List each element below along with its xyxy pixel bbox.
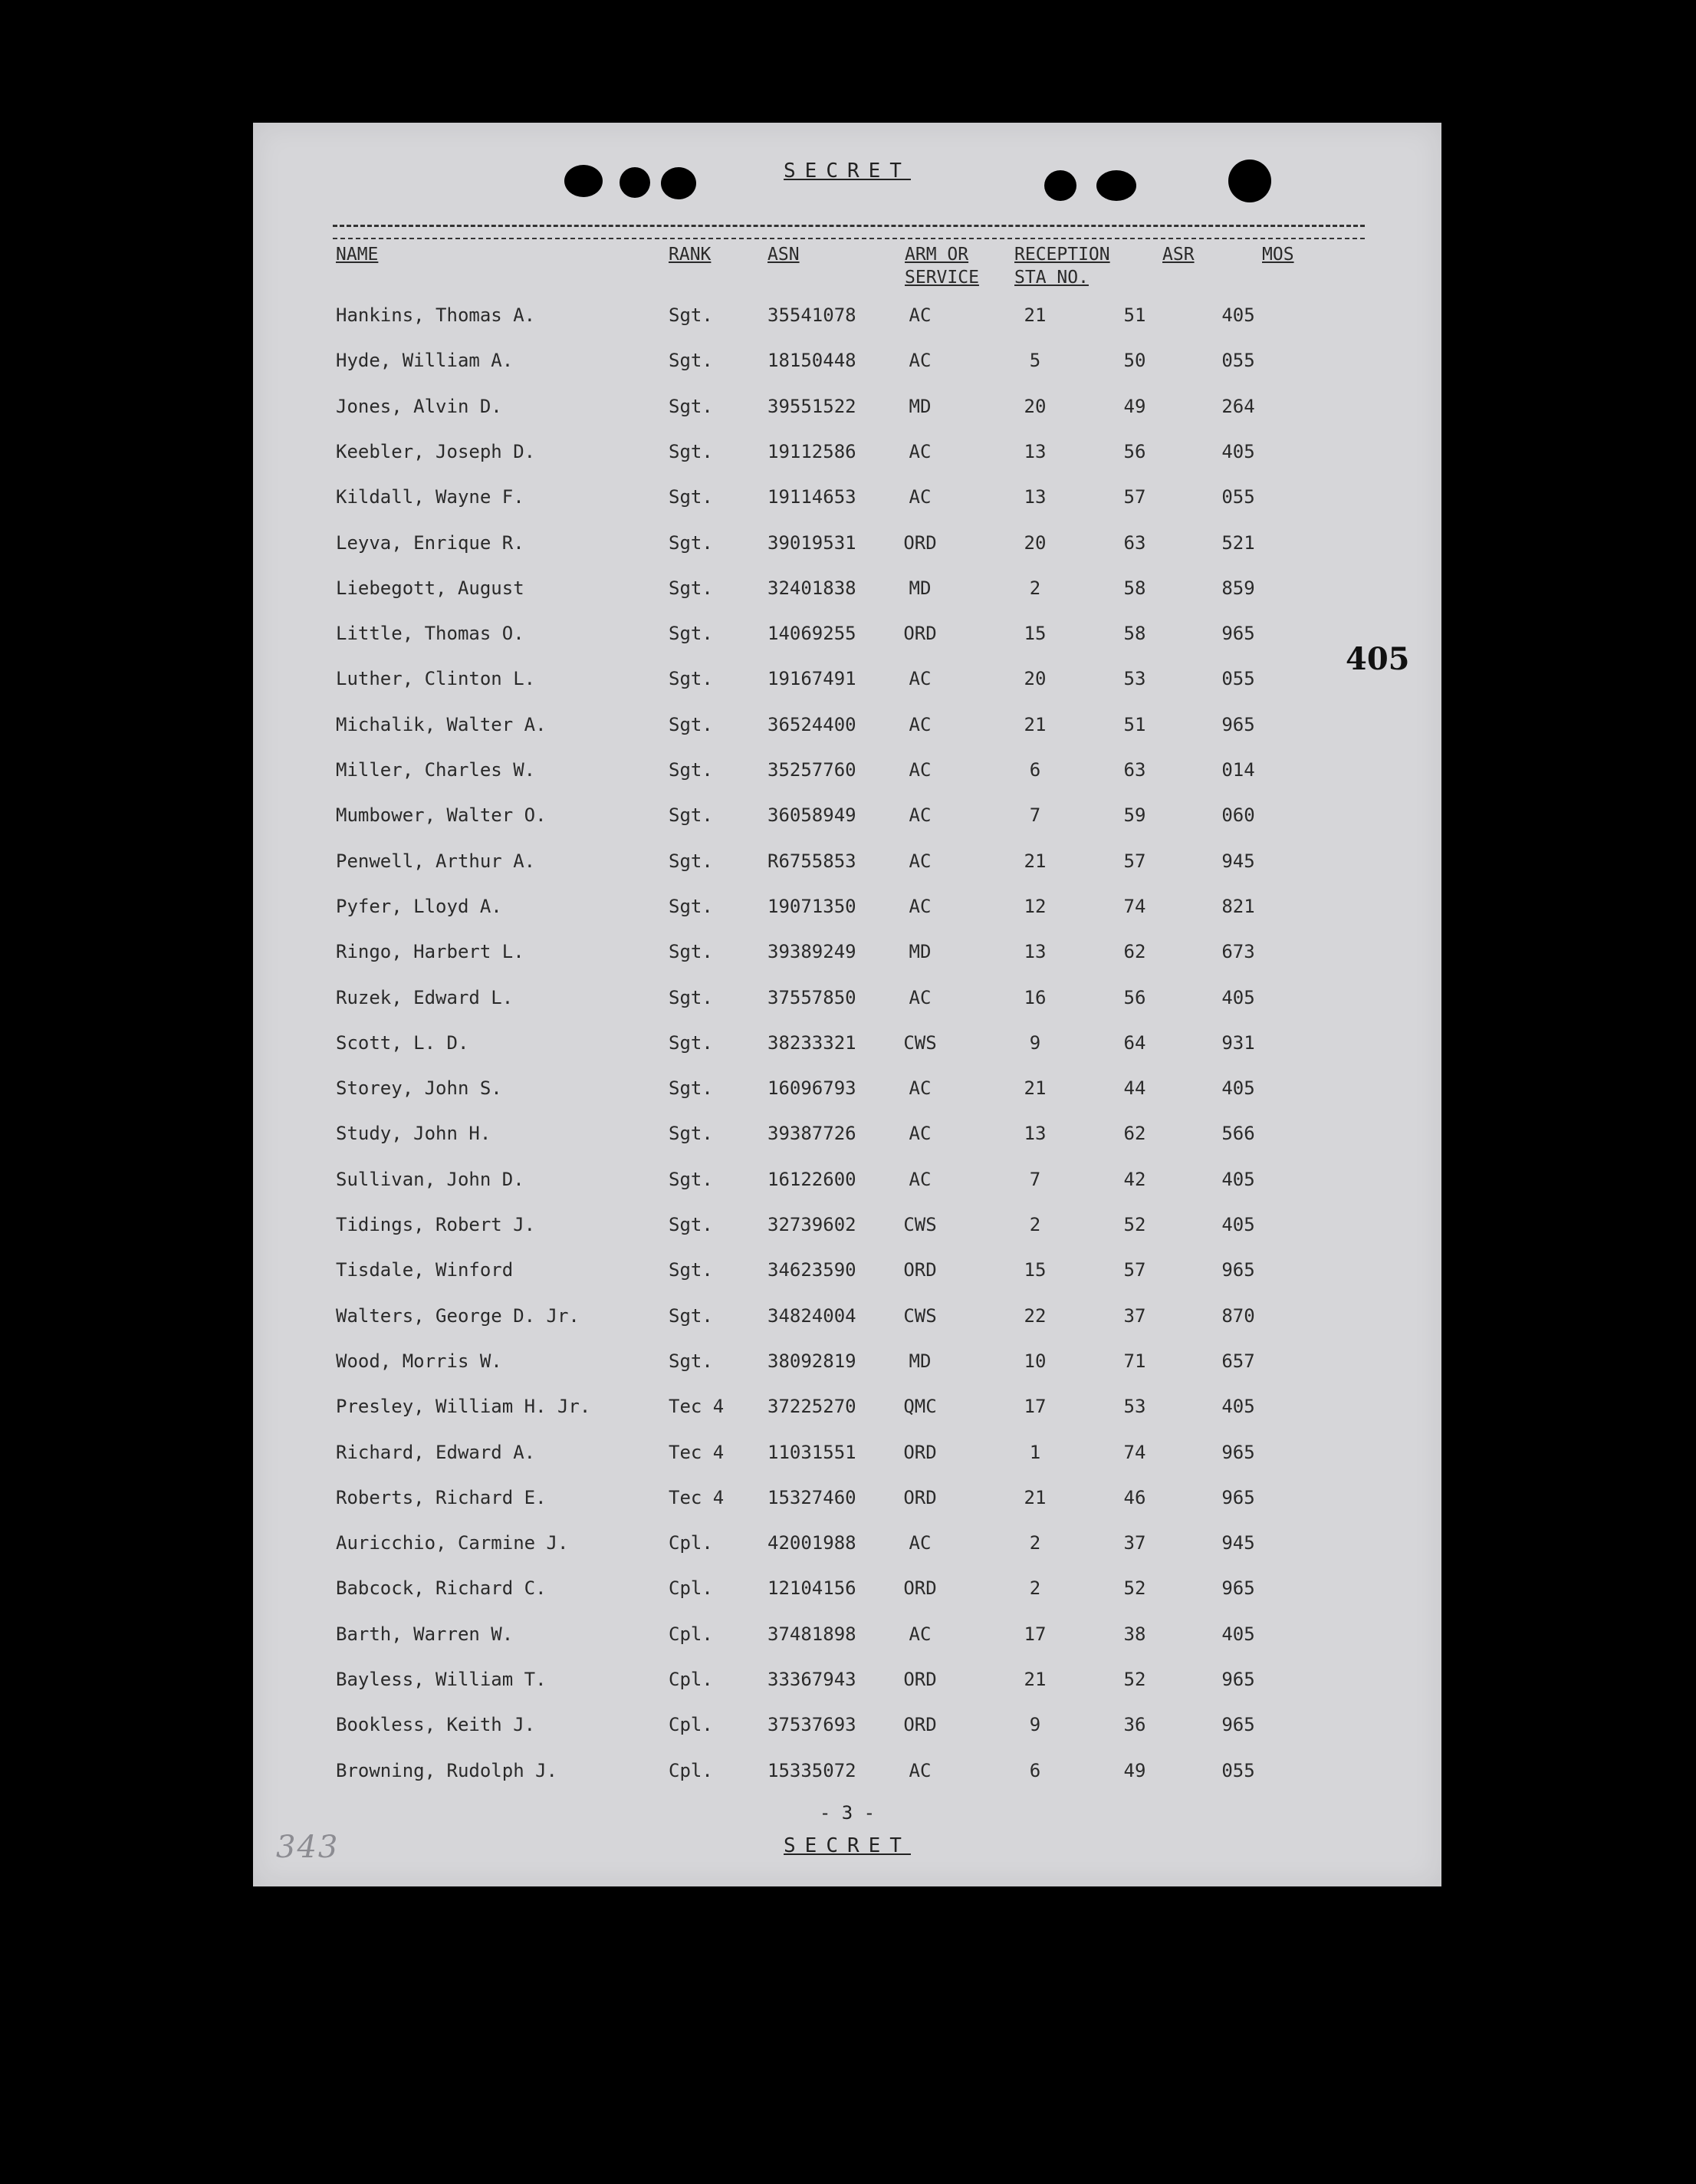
cell-arm: CWS — [903, 1031, 937, 1054]
cell-rank: Cpl. — [669, 1714, 713, 1736]
cell-arm: AC — [909, 713, 932, 735]
cell-name: Hankins, Thomas A. — [336, 304, 536, 326]
cell-arm: ORD — [903, 1441, 937, 1463]
cell-arm: AC — [909, 486, 932, 508]
cell-mos: 657 — [1221, 1350, 1255, 1372]
cell-name: Leyva, Enrique R. — [336, 531, 524, 554]
cell-name: Richard, Edward A. — [336, 1441, 536, 1463]
cell-asn: 34824004 — [767, 1304, 856, 1327]
cell-asn: 16096793 — [767, 1077, 856, 1100]
cell-rank: Sgt. — [669, 1350, 713, 1372]
table-row — [253, 940, 1441, 985]
cell-rank: Sgt. — [669, 531, 713, 554]
table-row — [253, 1258, 1441, 1304]
cell-mos: 014 — [1221, 759, 1255, 781]
cell-name: Bayless, William T. — [336, 1669, 547, 1690]
cell-asr: 52 — [1123, 1577, 1146, 1600]
cell-sta: 21 — [1024, 1486, 1047, 1508]
cell-asn: 14069255 — [767, 623, 856, 645]
cell-asr: 52 — [1123, 1214, 1146, 1235]
table-row — [253, 577, 1441, 622]
cell-mos: 405 — [1221, 986, 1255, 1008]
cell-sta: 21 — [1024, 713, 1047, 735]
cell-arm: AC — [909, 440, 932, 462]
cell-sta: 6 — [1029, 1759, 1041, 1781]
cell-name: Little, Thomas O. — [336, 623, 524, 645]
cell-rank: Sgt. — [669, 440, 713, 462]
cell-mos: 965 — [1221, 713, 1255, 735]
cell-arm: AC — [909, 350, 932, 372]
cell-asr: 52 — [1123, 1669, 1146, 1690]
table-row — [253, 1759, 1441, 1804]
table-row — [253, 850, 1441, 895]
cell-asn: 12104156 — [767, 1577, 856, 1600]
cell-mos: 859 — [1221, 577, 1255, 599]
table-row — [253, 1304, 1441, 1350]
cell-asr: 64 — [1123, 1031, 1146, 1054]
cell-arm: ORD — [903, 1259, 937, 1281]
cell-asn: 37557850 — [767, 986, 856, 1008]
cell-rank: Sgt. — [669, 713, 713, 735]
cell-asr: 36 — [1123, 1714, 1146, 1736]
table-row — [253, 986, 1441, 1031]
table-row — [253, 304, 1441, 349]
cell-sta: 16 — [1024, 986, 1047, 1008]
table-row — [253, 895, 1441, 940]
column-header-asr: ASR — [1162, 245, 1195, 265]
cell-asn: 37481898 — [767, 1623, 856, 1645]
cell-asn: 36524400 — [767, 713, 856, 735]
cell-asr: 44 — [1123, 1077, 1146, 1100]
cell-name: Auricchio, Carmine J. — [336, 1532, 569, 1554]
cell-asr: 51 — [1123, 304, 1146, 326]
cell-name: Hyde, William A. — [336, 350, 514, 372]
cell-arm: CWS — [903, 1214, 937, 1235]
cell-rank: Cpl. — [669, 1623, 713, 1645]
table-row — [253, 1350, 1441, 1395]
cell-name: Wood, Morris W. — [336, 1350, 502, 1372]
cell-name: Michalik, Walter A. — [336, 713, 547, 735]
cell-sta: 2 — [1029, 1577, 1041, 1600]
cell-asr: 74 — [1123, 895, 1146, 917]
cell-asn: 15327460 — [767, 1486, 856, 1508]
cell-asr: 62 — [1123, 1123, 1146, 1145]
column-header-asn: ASN — [767, 245, 800, 265]
cell-asr: 53 — [1123, 668, 1146, 690]
cell-rank: Sgt. — [669, 395, 713, 417]
cell-asn: 37537693 — [767, 1714, 856, 1736]
cell-asn: 39019531 — [767, 531, 856, 554]
cell-asn: 32401838 — [767, 577, 856, 599]
margin-number: 405 — [1346, 641, 1410, 677]
cell-asn: 32739602 — [767, 1214, 856, 1235]
table-row — [253, 1031, 1441, 1077]
cell-name: Tisdale, Winford — [336, 1259, 514, 1281]
cell-arm: CWS — [903, 1304, 937, 1327]
footer-classification: SECRET — [784, 1834, 911, 1857]
cell-rank: Sgt. — [669, 759, 713, 781]
cell-arm: AC — [909, 1759, 932, 1781]
table-row — [253, 531, 1441, 577]
cell-sta: 2 — [1029, 1214, 1041, 1235]
cell-mos: 931 — [1221, 1031, 1255, 1054]
cell-sta: 17 — [1024, 1396, 1047, 1418]
cell-name: Storey, John S. — [336, 1077, 502, 1100]
cell-asn: 37225270 — [767, 1396, 856, 1418]
cell-asr: 71 — [1123, 1350, 1146, 1372]
cell-sta: 20 — [1024, 395, 1047, 417]
cell-asn: R6755853 — [767, 850, 856, 872]
cell-asn: 19167491 — [767, 668, 856, 690]
cell-name: Browning, Rudolph J. — [336, 1759, 557, 1781]
cell-asr: 56 — [1123, 440, 1146, 462]
table-row — [253, 485, 1441, 531]
cell-sta: 9 — [1029, 1714, 1041, 1736]
cell-name: Babcock, Richard C. — [336, 1577, 547, 1600]
cell-rank: Sgt. — [669, 577, 713, 599]
cell-asr: 49 — [1123, 1759, 1146, 1781]
cell-name: Jones, Alvin D. — [336, 395, 502, 417]
cell-mos: 673 — [1221, 941, 1255, 963]
cell-name: Ruzek, Edward L. — [336, 986, 514, 1008]
cell-rank: Cpl. — [669, 1759, 713, 1781]
table-row — [253, 622, 1441, 667]
cell-asr: 62 — [1123, 941, 1146, 963]
table-row — [253, 1577, 1441, 1622]
cell-sta: 15 — [1024, 623, 1047, 645]
cell-sta: 7 — [1029, 804, 1041, 827]
cell-asr: 57 — [1123, 850, 1146, 872]
cell-name: Tidings, Robert J. — [336, 1214, 536, 1235]
table-row — [253, 758, 1441, 804]
cell-sta: 21 — [1024, 304, 1047, 326]
cell-mos: 055 — [1221, 668, 1255, 690]
cell-mos: 965 — [1221, 1441, 1255, 1463]
cell-name: Bookless, Keith J. — [336, 1714, 536, 1736]
cell-sta: 21 — [1024, 1669, 1047, 1690]
cell-rank: Sgt. — [669, 1259, 713, 1281]
cell-rank: Cpl. — [669, 1577, 713, 1600]
cell-asn: 38092819 — [767, 1350, 856, 1372]
cell-sta: 20 — [1024, 531, 1047, 554]
cell-name: Luther, Clinton L. — [336, 668, 536, 690]
cell-sta: 7 — [1029, 1168, 1041, 1190]
cell-rank: Sgt. — [669, 1168, 713, 1190]
cell-asr: 37 — [1123, 1304, 1146, 1327]
column-header-station: RECEPTION STA NO. — [1014, 245, 1110, 288]
column-header-rank: RANK — [669, 245, 712, 265]
cell-asr: 46 — [1123, 1486, 1146, 1508]
cell-arm: AC — [909, 1077, 932, 1100]
cell-mos: 965 — [1221, 1259, 1255, 1281]
cell-name: Barth, Warren W. — [336, 1623, 514, 1645]
cell-sta: 22 — [1024, 1304, 1047, 1327]
header-rule — [333, 225, 1365, 227]
cell-sta: 17 — [1024, 1623, 1047, 1645]
cell-mos: 566 — [1221, 1123, 1255, 1145]
table-row — [253, 804, 1441, 849]
table-row — [253, 1395, 1441, 1440]
cell-sta: 13 — [1024, 486, 1047, 508]
cell-mos: 055 — [1221, 350, 1255, 372]
cell-mos: 055 — [1221, 486, 1255, 508]
cell-arm: AC — [909, 850, 932, 872]
table-row — [253, 1623, 1441, 1668]
cell-sta: 21 — [1024, 1077, 1047, 1100]
cell-asn: 19114653 — [767, 486, 856, 508]
cell-arm: AC — [909, 804, 932, 827]
cell-asr: 51 — [1123, 713, 1146, 735]
cell-rank: Sgt. — [669, 668, 713, 690]
cell-rank: Sgt. — [669, 1214, 713, 1235]
table-row — [253, 1668, 1441, 1713]
page-number: - 3 - — [819, 1802, 876, 1824]
cell-rank: Sgt. — [669, 941, 713, 963]
column-header-arm: ARM OR SERVICE — [905, 245, 979, 288]
cell-mos: 405 — [1221, 304, 1255, 326]
cell-asn: 39551522 — [767, 395, 856, 417]
cell-mos: 945 — [1221, 1532, 1255, 1554]
cell-asn: 36058949 — [767, 804, 856, 827]
cell-mos: 405 — [1221, 1168, 1255, 1190]
cell-rank: Sgt. — [669, 1077, 713, 1100]
cell-mos: 965 — [1221, 1714, 1255, 1736]
column-header-name: NAME — [336, 245, 379, 265]
cell-asn: 35541078 — [767, 304, 856, 326]
cell-asr: 38 — [1123, 1623, 1146, 1645]
cell-rank: Sgt. — [669, 304, 713, 326]
cell-asn: 39389249 — [767, 941, 856, 963]
cell-arm: AC — [909, 1168, 932, 1190]
cell-sta: 6 — [1029, 759, 1041, 781]
cell-mos: 405 — [1221, 440, 1255, 462]
cell-arm: ORD — [903, 623, 937, 645]
cell-sta: 13 — [1024, 440, 1047, 462]
cell-asr: 57 — [1123, 486, 1146, 508]
table-row — [253, 1441, 1441, 1486]
cell-asn: 42001988 — [767, 1532, 856, 1554]
cell-asn: 39387726 — [767, 1123, 856, 1145]
cell-mos: 264 — [1221, 395, 1255, 417]
cell-name: Kildall, Wayne F. — [336, 486, 524, 508]
table-row — [253, 1486, 1441, 1531]
cell-arm: AC — [909, 668, 932, 690]
cell-asn: 35257760 — [767, 759, 856, 781]
cell-rank: Sgt. — [669, 350, 713, 372]
cell-arm: QMC — [903, 1396, 937, 1418]
cell-asn: 19112586 — [767, 440, 856, 462]
cell-arm: AC — [909, 759, 932, 781]
cell-mos: 870 — [1221, 1304, 1255, 1327]
cell-arm: AC — [909, 1532, 932, 1554]
cell-sta: 12 — [1024, 895, 1047, 917]
cell-name: Roberts, Richard E. — [336, 1486, 547, 1508]
cell-mos: 405 — [1221, 1214, 1255, 1235]
cell-mos: 965 — [1221, 623, 1255, 645]
table-row — [253, 1168, 1441, 1213]
cell-mos: 965 — [1221, 1669, 1255, 1690]
cell-arm: ORD — [903, 1577, 937, 1600]
cell-name: Study, John H. — [336, 1123, 491, 1145]
cell-name: Penwell, Arthur A. — [336, 850, 536, 872]
cell-sta: 21 — [1024, 850, 1047, 872]
column-header-mos: MOS — [1262, 245, 1294, 265]
cell-rank: Sgt. — [669, 1304, 713, 1327]
cell-asr: 59 — [1123, 804, 1146, 827]
cell-rank: Cpl. — [669, 1532, 713, 1554]
cell-name: Scott, L. D. — [336, 1031, 469, 1054]
cell-mos: 821 — [1221, 895, 1255, 917]
cell-arm: MD — [909, 941, 932, 963]
cell-mos: 405 — [1221, 1396, 1255, 1418]
cell-name: Ringo, Harbert L. — [336, 941, 524, 963]
cell-mos: 965 — [1221, 1486, 1255, 1508]
cell-name: Sullivan, John D. — [336, 1168, 524, 1190]
cell-asr: 49 — [1123, 395, 1146, 417]
cell-asr: 37 — [1123, 1532, 1146, 1554]
cell-rank: Tec 4 — [669, 1486, 725, 1508]
cell-asn: 15335072 — [767, 1759, 856, 1781]
cell-asr: 42 — [1123, 1168, 1146, 1190]
cell-rank: Sgt. — [669, 623, 713, 645]
cell-arm: ORD — [903, 1669, 937, 1690]
table-row — [253, 1713, 1441, 1758]
cell-asr: 58 — [1123, 577, 1146, 599]
header-classification: SECRET — [784, 160, 911, 183]
cell-mos: 055 — [1221, 1759, 1255, 1781]
cell-mos: 945 — [1221, 850, 1255, 872]
cell-arm: AC — [909, 1123, 932, 1145]
cell-sta: 13 — [1024, 941, 1047, 963]
cell-name: Keebler, Joseph D. — [336, 440, 536, 462]
header-rule — [333, 238, 1365, 239]
table-row — [253, 713, 1441, 758]
cell-asr: 63 — [1123, 759, 1146, 781]
cell-rank: Sgt. — [669, 895, 713, 917]
cell-asr: 57 — [1123, 1259, 1146, 1281]
cell-asr: 50 — [1123, 350, 1146, 372]
cell-arm: AC — [909, 895, 932, 917]
cell-name: Presley, William H. Jr. — [336, 1396, 591, 1418]
cell-rank: Sgt. — [669, 486, 713, 508]
cell-rank: Sgt. — [669, 986, 713, 1008]
column-headers — [253, 243, 1441, 297]
cell-asn: 33367943 — [767, 1669, 856, 1690]
cell-arm: ORD — [903, 1486, 937, 1508]
cell-sta: 13 — [1024, 1123, 1047, 1145]
cell-asn: 18150448 — [767, 350, 856, 372]
table-row — [253, 395, 1441, 440]
cell-rank: Sgt. — [669, 804, 713, 827]
cell-name: Miller, Charles W. — [336, 759, 536, 781]
table-row — [253, 1077, 1441, 1122]
cell-sta: 10 — [1024, 1350, 1047, 1372]
cell-asn: 11031551 — [767, 1441, 856, 1463]
cell-mos: 405 — [1221, 1623, 1255, 1645]
table-row — [253, 667, 1441, 712]
cell-sta: 2 — [1029, 577, 1041, 599]
cell-rank: Sgt. — [669, 1123, 713, 1145]
cell-sta: 2 — [1029, 1532, 1041, 1554]
cell-asr: 56 — [1123, 986, 1146, 1008]
cell-sta: 5 — [1029, 350, 1041, 372]
table-row — [253, 349, 1441, 394]
cell-arm: MD — [909, 1350, 932, 1372]
cell-sta: 1 — [1029, 1441, 1041, 1463]
cell-asr: 58 — [1123, 623, 1146, 645]
cell-asr: 74 — [1123, 1441, 1146, 1463]
cell-rank: Tec 4 — [669, 1396, 725, 1418]
table-row — [253, 440, 1441, 485]
cell-mos: 965 — [1221, 1577, 1255, 1600]
cell-arm: ORD — [903, 1714, 937, 1736]
cell-rank: Cpl. — [669, 1669, 713, 1690]
cell-sta: 15 — [1024, 1259, 1047, 1281]
cell-rank: Sgt. — [669, 1031, 713, 1054]
table-row — [253, 1531, 1441, 1577]
cell-mos: 060 — [1221, 804, 1255, 827]
table-row — [253, 1122, 1441, 1167]
cell-arm: AC — [909, 1623, 932, 1645]
table-row — [253, 1213, 1441, 1258]
cell-name: Liebegott, August — [336, 577, 524, 599]
handwritten-number: 343 — [276, 1830, 340, 1865]
cell-name: Pyfer, Lloyd A. — [336, 895, 502, 917]
cell-asr: 53 — [1123, 1396, 1146, 1418]
cell-asn: 16122600 — [767, 1168, 856, 1190]
cell-arm: MD — [909, 577, 932, 599]
cell-name: Mumbower, Walter O. — [336, 804, 547, 827]
cell-arm: MD — [909, 395, 932, 417]
cell-asn: 38233321 — [767, 1031, 856, 1054]
document-page — [253, 123, 1441, 1886]
cell-arm: ORD — [903, 531, 937, 554]
cell-asr: 63 — [1123, 531, 1146, 554]
cell-name: Walters, George D. Jr. — [336, 1304, 580, 1327]
cell-asn: 34623590 — [767, 1259, 856, 1281]
cell-arm: AC — [909, 986, 932, 1008]
cell-sta: 20 — [1024, 668, 1047, 690]
cell-rank: Sgt. — [669, 850, 713, 872]
cell-mos: 521 — [1221, 531, 1255, 554]
cell-sta: 9 — [1029, 1031, 1041, 1054]
cell-arm: AC — [909, 304, 932, 326]
cell-asn: 19071350 — [767, 895, 856, 917]
cell-mos: 405 — [1221, 1077, 1255, 1100]
cell-rank: Tec 4 — [669, 1441, 725, 1463]
